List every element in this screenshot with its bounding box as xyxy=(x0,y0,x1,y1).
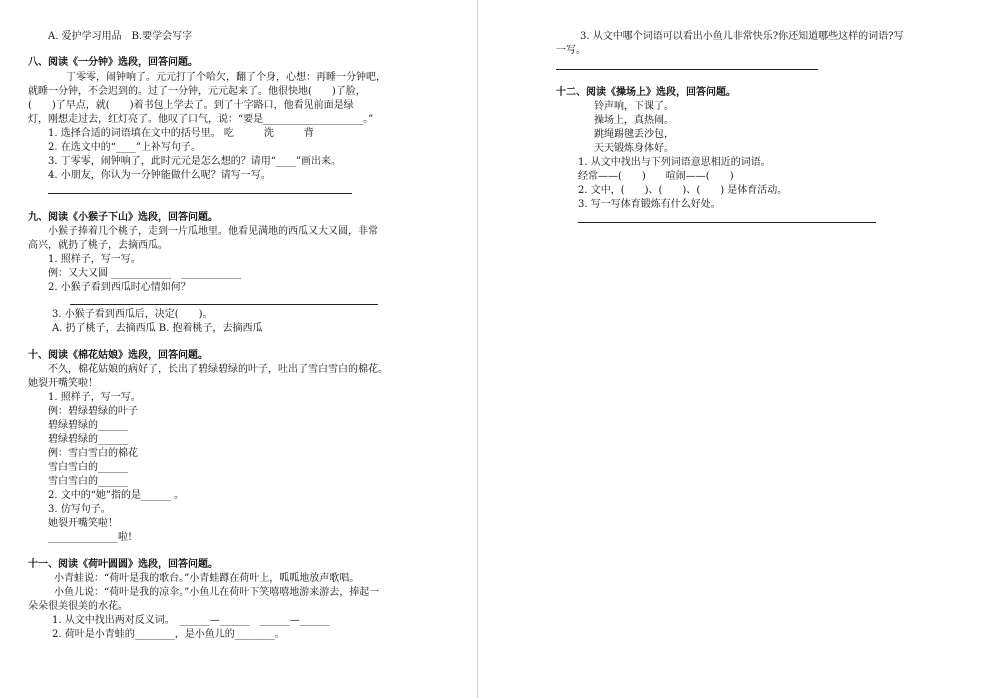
s10-blank-3[interactable]: 雪白雪白的______ xyxy=(48,462,128,473)
section-10-title: 十、阅读《棉花姑娘》选段，回答问题。 xyxy=(28,350,208,361)
s10-question-3: 3. 仿写句子。 xyxy=(48,504,111,515)
s10-question-3-example: 她裂开嘴笑啦！ xyxy=(48,518,118,529)
poem-line-4: 天天锻炼身体好。 xyxy=(594,143,674,154)
s11-question-1: 1. 从文中找出两对反义词。 ______—______ ______—______ xyxy=(52,615,330,626)
s9-para-line-2: 高兴，就扔了桃子，去摘西瓜。 xyxy=(28,240,168,251)
right-question-3-line-1: 3. 从文中哪个词语可以看出小鱼儿非常快乐?你还知道哪些这样的词语?写 xyxy=(580,31,904,42)
s10-blank-1[interactable]: 碧绿碧绿的______ xyxy=(48,420,128,431)
s8-para-line-4: 灯，刚想走过去，红灯亮了。他叹了口气，说：“要是____________________。” xyxy=(28,114,374,125)
poem-line-3: 跳绳踢毽丢沙包， xyxy=(594,129,674,140)
page-divider xyxy=(477,0,478,698)
right-q3-answer-line[interactable] xyxy=(556,69,818,70)
s11-question-2: 2. 荷叶是小青蛙的________，是小鱼儿的________。 xyxy=(52,629,285,640)
right-question-3-line-2: 一写。 xyxy=(556,45,586,56)
s8-question-2: 2. 在选文中的“____”上补写句子。 xyxy=(48,142,201,153)
s11-para-line-1: 小青蛙说：“荷叶是我的歌台。”小青蛙蹲在荷叶上，呱呱地放声歌唱。 xyxy=(54,573,360,584)
s11-para-line-2: 小鱼儿说：“荷叶是我的凉伞。”小鱼儿在荷叶下笑嘻嘻地游来游去，捧起一 xyxy=(54,587,380,598)
section-11-title: 十一、阅读《荷叶圆圆》选段，回答问题。 xyxy=(28,559,218,570)
section-12-title: 十二、阅读《操场上》选段，回答问题。 xyxy=(556,87,736,98)
s9-question-1: 1. 照样子，写一写。 xyxy=(48,254,141,265)
s12-question-3: 3. 写一写体育锻炼有什么好处。 xyxy=(578,199,721,210)
s8-para-line-1: 丁零零，闹钟响了。元元打了个哈欠，翻了个身，心想：再睡一分钟吧， xyxy=(66,72,386,83)
s10-question-2: 2. 文中的“她”指的是______ 。 xyxy=(48,490,185,501)
q7-options: A. 爱护学习用品 B.要学会写字 xyxy=(48,31,193,42)
poem-line-1: 铃声响，下课了。 xyxy=(594,101,674,112)
s8-para-line-2: 就睡一分钟，不会迟到的。过了一分钟，元元起来了。他很快地( )了脸， xyxy=(28,86,366,97)
s9-answer-line[interactable] xyxy=(70,304,378,305)
s9-question-3-options: A. 扔了桃子，去摘西瓜 B. 抱着桃子，去摘西瓜 xyxy=(52,323,263,334)
s11-para-line-3: 朵朵很美很美的水花。 xyxy=(28,601,128,612)
s10-blank-4[interactable]: 雪白雪白的______ xyxy=(48,476,128,487)
s8-question-4: 4. 小朋友，你认为一分钟能做什么呢？请写一写。 xyxy=(48,170,271,181)
s10-example-1: 例：碧绿碧绿的叶子 xyxy=(48,406,138,417)
s8-answer-line[interactable] xyxy=(48,193,352,194)
section-8-title: 八、阅读《一分钟》选段，回答问题。 xyxy=(28,57,198,68)
s10-para-line-2: 她裂开嘴笑啦！ xyxy=(28,378,98,389)
s10-question-3-blank[interactable]: ______________啦! xyxy=(48,532,133,543)
s12-question-2: 2. 文中，( )、( )、( ) 是体育活动。 xyxy=(578,185,788,196)
s8-question-3: 3. 丁零零，闹钟响了，此时元元是怎么想的？请用“____”画出来。 xyxy=(48,156,341,167)
poem-line-2: 操场上，真热闹。 xyxy=(594,115,674,126)
s9-question-3: 3. 小猴子看到西瓜后，决定( )。 xyxy=(52,309,213,320)
s10-para-line-1: 不久，棉花姑娘的病好了，长出了碧绿碧绿的叶子，吐出了雪白雪白的棉花。 xyxy=(48,364,388,375)
s9-question-2: 2. 小猴子看到西瓜时心情如何？ xyxy=(48,282,191,293)
s10-question-1: 1. 照样子，写一写。 xyxy=(48,392,141,403)
s9-question-1-example: 例：又大又圆 ____________ ____________ xyxy=(48,268,242,279)
s8-para-line-3: ( )了早点，就( )着书包上学去了。到了十字路口，他看见前面是绿 xyxy=(28,100,354,111)
s10-blank-2[interactable]: 碧绿碧绿的______ xyxy=(48,434,128,445)
s10-example-2: 例：雪白雪白的棉花 xyxy=(48,448,138,459)
s12-question-1: 1. 从文中找出与下列词语意思相近的词语。 xyxy=(578,157,771,168)
s12-answer-line[interactable] xyxy=(578,222,876,223)
s9-para-line-1: 小猴子捧着几个桃子，走到一片瓜地里。他看见满地的西瓜又大又圆，非常 xyxy=(48,226,378,237)
s8-question-1: 1. 选择合适的词语填在文中的括号里。 吃 洗 背 xyxy=(48,128,314,139)
section-9-title: 九、阅读《小猴子下山》选段，回答问题。 xyxy=(28,212,218,223)
s12-question-1-pairs: 经常——( ) 喧闹——( ) xyxy=(578,171,734,182)
